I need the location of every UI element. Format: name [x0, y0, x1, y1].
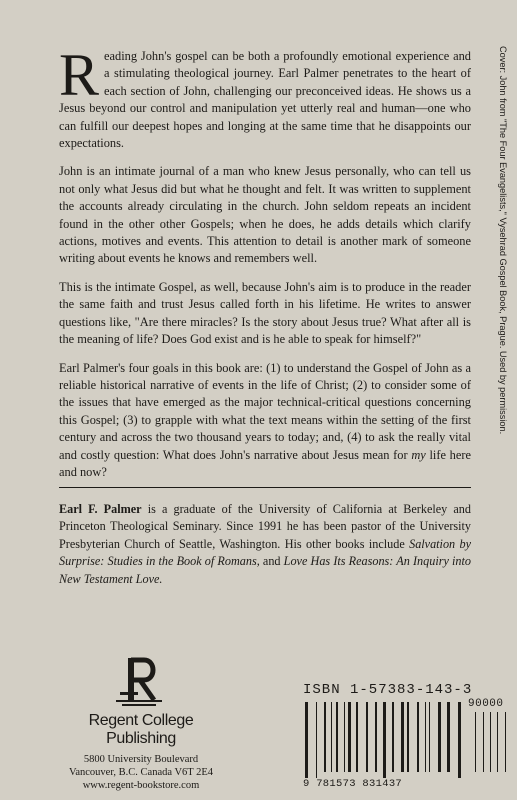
barcode-bar [429, 702, 430, 772]
blurb [59, 42, 471, 492]
barcode-bar [401, 702, 404, 772]
barcode-bar [417, 702, 419, 772]
publisher-address-2: Vancouver, B.C. Canada V6T 2E4 [68, 767, 214, 778]
drop-cap: R [59, 42, 100, 108]
cover-credit: Cover: John from "The Four Evangelists," Vysehrad Gospel Book, Prague. Used by permission. [498, 46, 508, 435]
barcode-bar [324, 702, 326, 772]
bio-book-2: Love Has Its Reasons: An Inquiry into New Testament Love. [59, 554, 471, 586]
publisher-name: Regent College Publishing [88, 712, 194, 747]
p4-text-a: Earl Palmer's four goals in this book are: (1) to understand the Gospel of John as a reliable historical narrative of events in the life of Christ; (2) to consider some of the issues that have emerged as the major technical-critical questions concerning this Gospel; (3) to grapple with what the text means within the setting of the first century and across the two thousand years to today; and, (4) to ask the really vital and costly question: What does John's narrative about Jesus mean for [59, 360, 471, 462]
barcode-bar [305, 702, 308, 778]
barcode-bar [336, 702, 338, 772]
price-addon-text: 90000 [468, 698, 504, 710]
barcode-block [303, 682, 515, 794]
barcode-bar [344, 702, 345, 772]
barcode-bar [348, 702, 351, 772]
bio-text-a: is a graduate of the University of California at Berkeley and Princeton Theological Seminary. Since 1991 he has been pastor of the University Presbyterian Church of Seattle, Washington. His other books include [59, 502, 471, 551]
blurb-paragraph-4 [59, 360, 471, 482]
blurb-paragraph-1-text: eading John's gospel can be both a profoundly emotional experience and a stimulating theological journey. Earl Palmer penetrates to the heart of each section of John, challenging our preconceived ideas. He shows us a Jesus beyond our control and manipulation yet utterly real and human—one who can fulfill our deepest hopes and longing at the same time that he disappoints our expectations. [59, 49, 471, 151]
publisher-address-1: 5800 University Boulevard [83, 754, 199, 765]
barcode-bar [392, 702, 394, 772]
bio-text-b: and [259, 554, 284, 569]
barcode-bar [490, 712, 491, 772]
barcode-bar [425, 702, 426, 772]
publisher-website: www.regent-bookstore.com [82, 780, 200, 791]
author-bio [59, 501, 471, 588]
ean-barcode [303, 702, 463, 778]
barcode-bar [366, 702, 368, 772]
regent-logo-icon [114, 656, 164, 712]
barcode-bar [483, 712, 484, 772]
barcode-bar [438, 702, 441, 772]
barcode-bar [447, 702, 450, 772]
bio-book-1: Salvation by Surprise: Studies in the Book of Romans, [59, 536, 471, 569]
isbn-text: ISBN 1-57383-143-3 [303, 682, 473, 698]
barcode-bar [497, 712, 498, 772]
ean-number: 9 781573 831437 [303, 778, 403, 790]
p4-emphasis: my [411, 447, 426, 462]
blurb-paragraph-1 [59, 42, 471, 152]
addon-barcode [473, 712, 515, 778]
barcode-bar [505, 712, 506, 772]
p4-text-b: life here and now? [59, 447, 471, 479]
divider [59, 487, 471, 488]
publisher-info [56, 712, 226, 792]
barcode-bar [458, 702, 461, 778]
blurb-paragraph-3: This is the intimate Gospel, as well, because John's aim is to produce in the reader the same faith and trust Jesus called forth in his lifetime. He writes to answer questions like, "Are there miracles? Is the story about Jesus true? What after all is the meaning of life? Does God exist and is he able to speak for himself?" [59, 279, 471, 347]
blurb-paragraph-2: John is an intimate journal of a man who knew Jesus personally, who can tell us not only what Jesus did but what he thought and felt. It was written to supplement the accounts already circulating in the church. John seldom repeats an incident found in the other other Gospels; when he does, he adds details which clarify actions, motives and events. This attention to detail is another mark of someone writing about events he knows and remembers well. [59, 164, 471, 266]
barcode-bar [316, 702, 317, 778]
author-name: Earl F. Palmer [59, 502, 142, 516]
barcode-bar [475, 712, 476, 772]
barcode-bar [383, 702, 386, 778]
barcode-bar [331, 702, 332, 772]
barcode-bar [407, 702, 409, 772]
barcode-bar [375, 702, 377, 772]
barcode-bar [356, 702, 358, 772]
